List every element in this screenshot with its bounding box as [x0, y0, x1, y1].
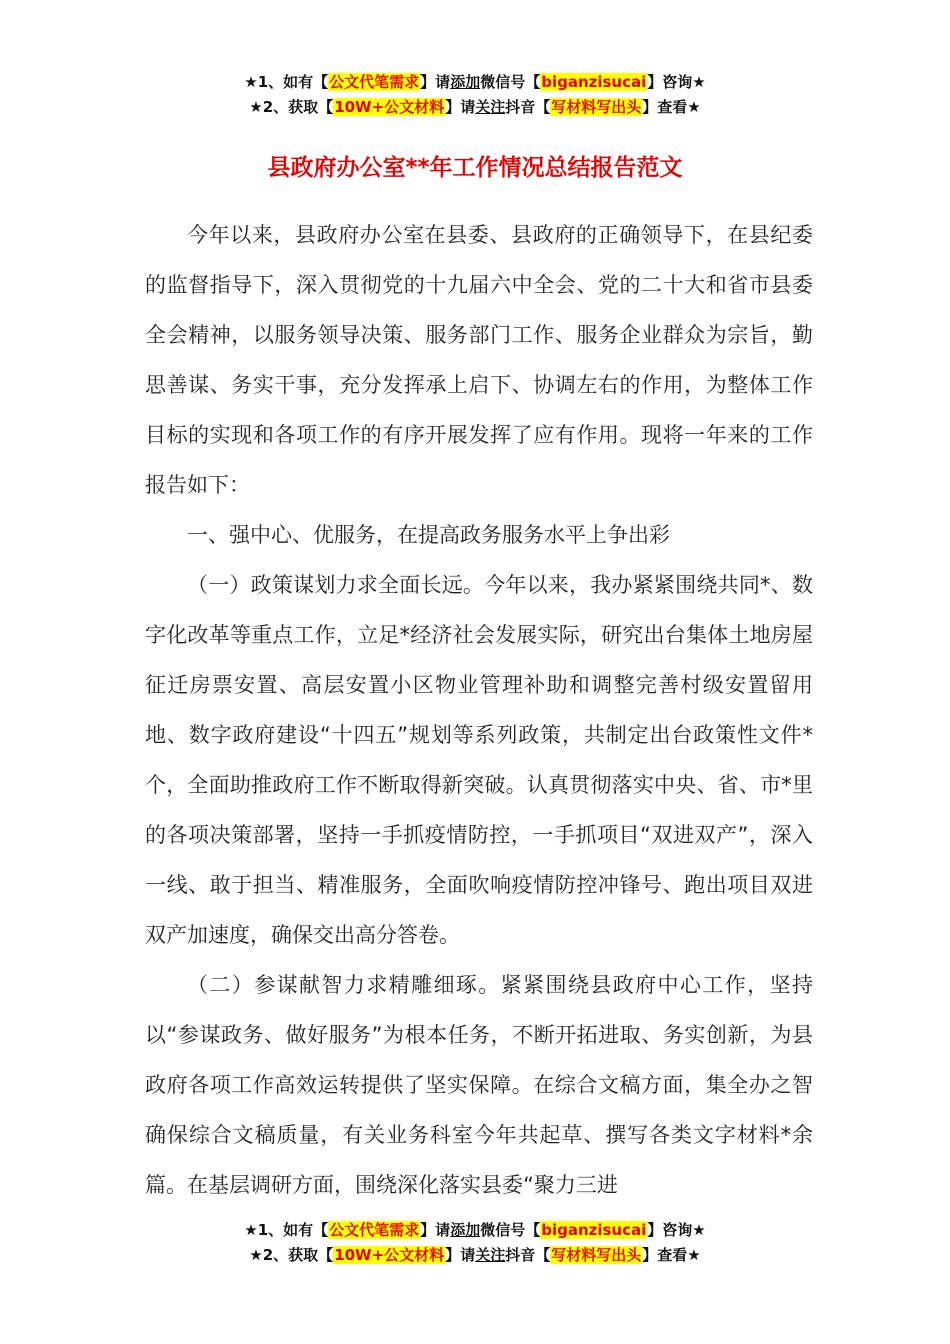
highlight-tag: 公文代笔需求	[329, 73, 420, 91]
douyin-account: 写材料写出头	[551, 1246, 642, 1264]
promo-line-1: ★1、如有【公文代笔需求】请添加微信号【biganzisucai】咨询★	[244, 73, 706, 91]
promo-footer	[0, 1218, 950, 1268]
promo-line-1: ★1、如有【公文代笔需求】请添加微信号【biganzisucai】咨询★	[244, 1221, 706, 1239]
paragraph: （二）参谋献智力求精雕细琢。紧紧围绕县政府中心工作，坚持以“参谋政务、做好服务”为根本任务，不断开拓进取、务实创新，为县政府各项工作高效运转提供了坚实保障。在综合文稿方面，集全办之智确保综合文稿质量，有关业务科室今年共起草、撰写各类文字材料*余篇。在基层调研方面，围绕深化落实县委“聚力三进	[145, 973, 813, 1197]
document-body	[145, 210, 813, 1210]
highlight-tag: 10W+公文材料	[334, 98, 445, 116]
highlight-tag: 公文代笔需求	[329, 1221, 420, 1239]
highlight-tag: 10W+公文材料	[334, 1246, 445, 1264]
wechat-id: biganzisucai	[541, 1221, 647, 1239]
paragraph: 今年以来，县政府办公室在县委、县政府的正确领导下，在县纪委的监督指导下，深入贯彻党的十九届六中全会、党的二十大和省市县委全会精神，以服务领导决策、服务部门工作、服务企业群众为宗旨，勤思善谋、务实干事，充分发挥承上启下、协调左右的作用，为整体工作目标的实现和各项工作的有序开展发挥了应有作用。现将一年来的工作报告如下：	[145, 223, 813, 497]
promo-header	[0, 70, 950, 120]
promo-line-2: ★2、获取【10W+公文材料】请关注抖音【写材料写出头】查看★	[249, 1246, 701, 1264]
section-heading: 一、强中心、优服务，在提高政务服务水平上争出彩	[187, 523, 670, 547]
douyin-account: 写材料写出头	[551, 98, 642, 116]
promo-line-2: ★2、获取【10W+公文材料】请关注抖音【写材料写出头】查看★	[249, 98, 701, 116]
document-title: 县政府办公室**年工作情况总结报告范文	[267, 155, 683, 181]
wechat-id: biganzisucai	[541, 73, 647, 91]
paragraph: （一）政策谋划力求全面长远。今年以来，我办紧紧围绕共同*、数字化改革等重点工作，立足*经济社会发展实际，研究出台集体土地房屋征迁房票安置、高层安置小区物业管理补助和调整完善村级安置留用地、数字政府建设“十四五”规划等系列政策，共制定出台政策性文件*个，全面助推政府工作不断取得新突破。认真贯彻落实中央、省、市*里的各项决策部署，坚持一手抓疫情防控，一手抓项目“双进双产”，深入一线、敢于担当、精准服务，全面吹响疫情防控冲锋号、跑出项目双进双产加速度，确保交出高分答卷。	[145, 573, 813, 947]
